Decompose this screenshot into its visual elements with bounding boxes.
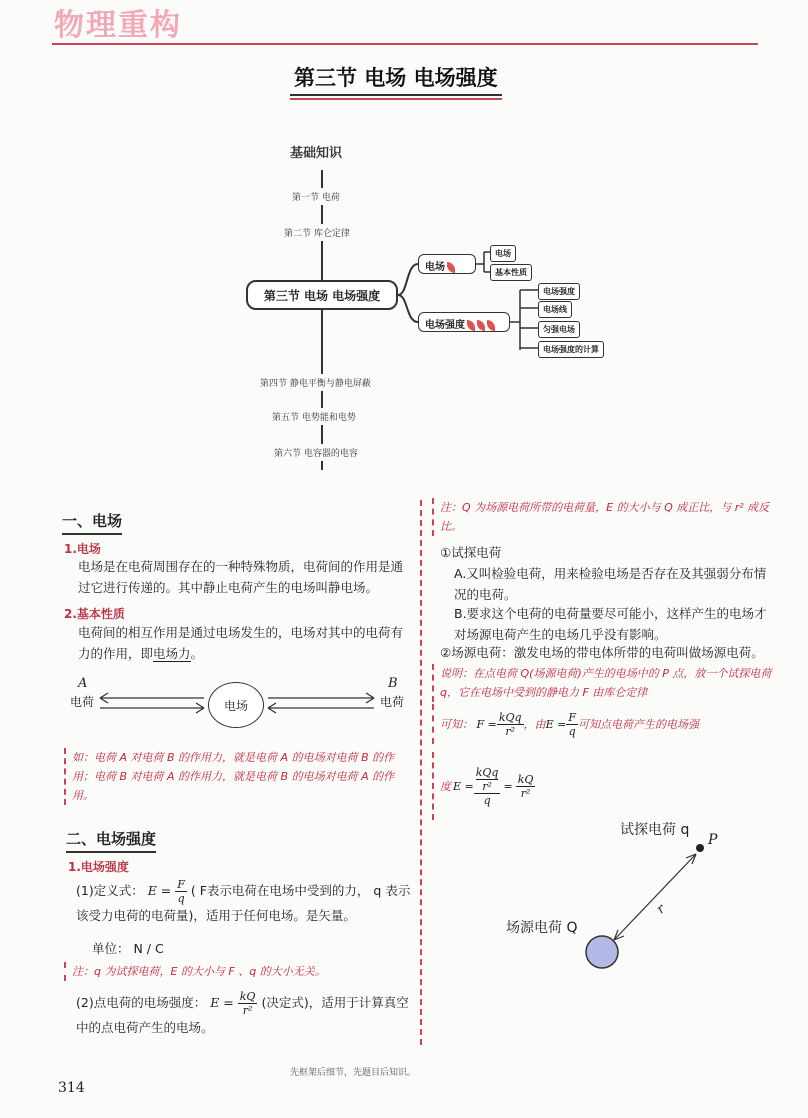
column-divider (420, 500, 422, 1045)
charge-figure (570, 836, 720, 976)
mindmap-chapter-5: 第五节 电势能和电势 (272, 408, 356, 425)
key-term: 电场力 (153, 646, 191, 661)
fraction (238, 990, 258, 1017)
leaf-icon (487, 320, 495, 331)
definition-1 (76, 878, 416, 926)
formula-lhs: F = (476, 717, 497, 731)
numerator: kQq (498, 710, 522, 724)
item-probe-a: A.又叫检验电荷，用来检验电场是否存在及其强弱分布情况的电荷。 (454, 566, 767, 602)
mindmap-root: 基础知识 (290, 146, 343, 161)
mindmap-leaf: 匀强电场 (538, 321, 580, 338)
paragraph-1: 电场是在电荷周围存在的一种特殊物质，电荷间的作用是通过它进行传递的。其中静止电荷产生的电场叫静电场。 (78, 559, 404, 595)
formula-lhs: E = (453, 779, 474, 793)
mindmap-chapter-2: 第二节 库仑定律 (284, 224, 350, 241)
heading-field-strength: 二、电场强度 (66, 828, 156, 853)
item-probe-b: B.要求这个电荷的电荷量要尽可能小，这样产生的电场才对场源电荷产生的电场几乎没有影响。 (454, 606, 767, 642)
text: 可知： (440, 717, 473, 731)
text: 可知点电荷产生的电场强 (577, 717, 699, 731)
note-explanation: 说明：在点电荷 Q(场源电荷)产生的电场中的 P 点，放一个试探电荷 q，它在电场中受到的静电力 F 由库仑定律 (432, 664, 772, 702)
field-arrows (96, 690, 396, 720)
text: ( F表示电荷在电场中受到的力， q 表示该受力电荷的电荷量)，适用于任何电场。是矢量。 (76, 883, 411, 923)
subheading-2: 2.基本性质 (64, 607, 125, 621)
charge-b-label: 电荷 (380, 695, 405, 709)
formula-lhs: E = (545, 717, 567, 731)
equals: = (503, 779, 513, 793)
section-title: 第三节 电场 电场强度 (290, 60, 502, 96)
inner-numerator: kQq (475, 765, 499, 779)
compound-fraction (474, 766, 501, 807)
text: (1)定义式： (76, 883, 144, 898)
denominator: q (177, 892, 185, 905)
mindmap-leaf: 电场线 (538, 301, 572, 318)
numerator: F (568, 710, 576, 724)
leaf-icon (477, 320, 485, 331)
mindmap-chapter-6: 第六节 电容器的电容 (274, 444, 358, 461)
fraction (516, 773, 536, 800)
text: ，由 (523, 717, 546, 731)
mindmap-leaf: 电场强度的计算 (538, 341, 604, 358)
text: (决定式)，适用于计算真空中的点电荷产生的电场。 (76, 995, 409, 1035)
probe-charge-label: 试探电荷 q (620, 822, 690, 838)
numerator: kQ (239, 990, 256, 1003)
header-rule (52, 43, 758, 45)
text: (2)点电荷的电场强度： (76, 995, 207, 1010)
brand-title: 物理重构 (54, 8, 182, 43)
charge-a-symbol: A (78, 676, 88, 691)
unit-line: 单位： N / C (92, 941, 164, 956)
formula-lhs: E = (147, 883, 172, 898)
mindmap-leaf: 电场 (490, 245, 516, 262)
text: 电荷间的相互作用是通过电场发生的，电场对其中的电荷有力的作用，即 (78, 625, 404, 661)
numerator (474, 766, 501, 794)
fraction (175, 878, 187, 905)
note-formula-1 (432, 704, 772, 744)
subheading-1: 1.电场 (64, 542, 101, 556)
probe-point (696, 844, 704, 852)
item-probe-charge: ①试探电荷 (440, 545, 502, 560)
note-formula-2 (432, 752, 632, 820)
mindmap-chapter-1: 第一节 电荷 (292, 188, 340, 205)
denominator: r² (505, 724, 516, 738)
charge-b-symbol: B (388, 676, 398, 691)
text: 。 (190, 646, 204, 661)
field-circle: 电场 (208, 682, 264, 728)
mindmap-chapter-4: 第四节 静电平衡与静电屏蔽 (260, 374, 371, 391)
source-charge-label: 场源电荷 Q (506, 920, 578, 936)
mindmap-center: 第三节 电场 电场强度 (246, 280, 398, 310)
branch-label: 电场 (425, 262, 445, 273)
point-p-label: P (708, 832, 718, 848)
numerator: kQ (517, 772, 534, 786)
definition-2 (76, 990, 416, 1038)
mindmap-branch-field-strength (418, 312, 510, 332)
numerator: F (177, 878, 185, 891)
footer-motto: 先框架后细节，先题目后知识。 (290, 1068, 417, 1078)
fraction (497, 711, 524, 738)
note-probe: 注：q 为试探电荷，E 的大小与 F 、q 的大小无关。 (64, 962, 409, 981)
denominator: q (483, 793, 491, 807)
mindmap-leaf: 基本性质 (490, 264, 532, 281)
denominator: r² (520, 786, 531, 800)
heading-electric-field: 一、电场 (62, 510, 122, 535)
denominator: q (568, 724, 576, 738)
text: 度 (440, 779, 451, 793)
leaf-icon (467, 320, 475, 331)
page-number: 314 (58, 1080, 85, 1096)
formula-lhs: E = (210, 995, 234, 1010)
note-interaction: 如：电荷 A 对电荷 B 的作用力，就是电荷 A 的电场对电荷 B 的作用；电荷 B 对电荷 A 的作用力，就是电荷 B 的电场对电荷 A 的作用。 (64, 748, 409, 805)
branch-label: 电场强度 (425, 320, 465, 331)
mindmap-leaf: 电场强度 (538, 283, 580, 300)
charge-a-label: 电荷 (70, 695, 95, 709)
subheading-3: 1.电场强度 (68, 860, 129, 874)
paragraph-2 (78, 622, 408, 664)
leaf-icon (447, 262, 455, 273)
denominator: r² (242, 1004, 253, 1017)
source-charge-ball (586, 936, 618, 968)
fraction (566, 711, 578, 738)
inner-denominator: r² (482, 779, 492, 793)
note-source-charge: 注：Q 为场源电荷所带的电荷量，E 的大小与 Q 成正比，与 r² 成反比。 (432, 498, 772, 536)
mindmap-branch-electric-field (418, 254, 476, 274)
distance-r-label: r (653, 901, 669, 918)
item-source-charge: ②场源电荷：激发电场的带电体所带的电荷叫做场源电荷。 (440, 645, 764, 660)
